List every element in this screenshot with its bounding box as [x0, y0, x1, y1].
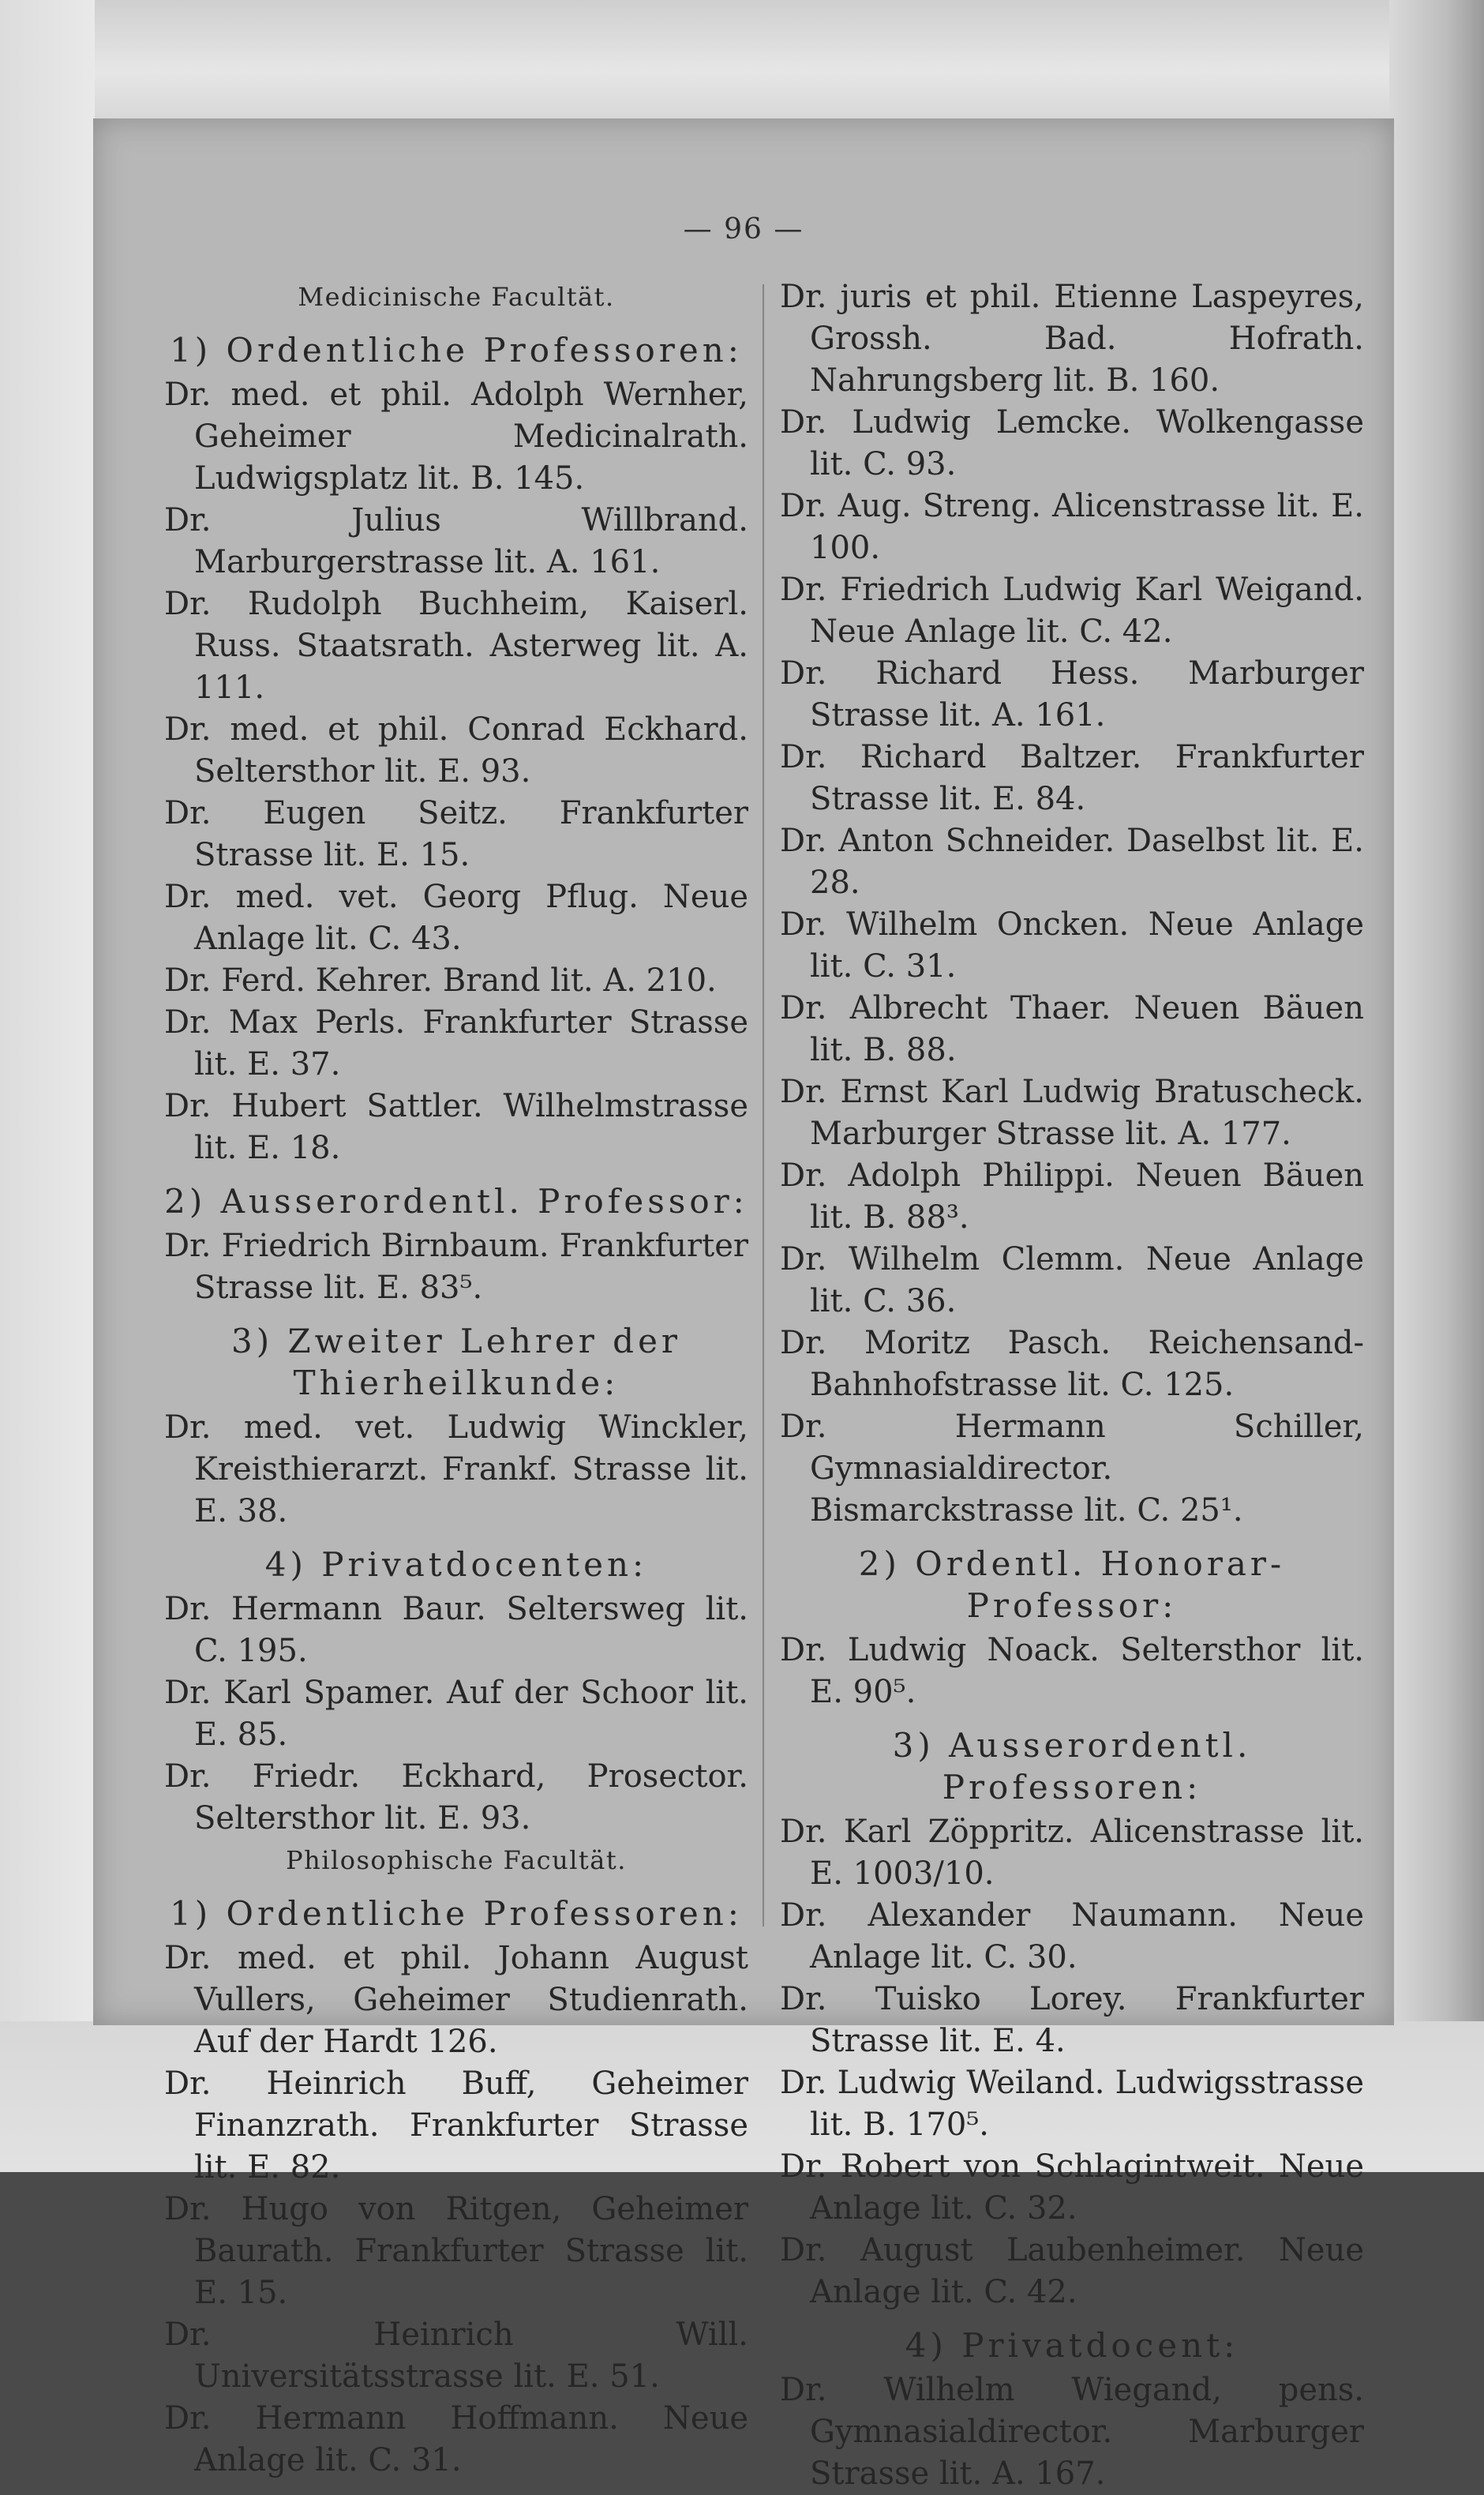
directory-entry: Dr. Ernst Karl Ludwig Bratuscheck. Marburger Strasse lit. A. 177. — [780, 1074, 1364, 1152]
section-heading: 4) Privatdocent: — [905, 2326, 1239, 2365]
section-heading: 3) Zweiter Lehrer der Thierheilkunde: — [230, 1322, 681, 1402]
section-heading: 2) Ausserordentl. Professor: — [164, 1182, 748, 1221]
directory-entry: Dr. Max Perls. Frankfurter Strasse lit. E. 37. — [164, 1004, 748, 1082]
directory-entry: Dr. Wilhelm Oncken. Neue Anlage lit. C. 31. — [780, 906, 1364, 985]
directory-entry: Dr. Hugo von Ritgen, Geheimer Baurath. Frankfurter Strasse lit. E. 15. — [164, 2191, 748, 2311]
scan-border-left — [0, 0, 95, 2172]
directory-entry: Dr. Adolph Philippi. Neuen Bäuen lit. B. 88³. — [780, 1157, 1364, 1236]
faculty-heading: Philosophische Facultät. — [286, 1845, 627, 1875]
scan-border-right — [1389, 0, 1484, 2172]
directory-entry: Dr. Friedr. Eckhard, Prosector. Seltersthor lit. E. 93. — [164, 1758, 748, 1837]
directory-entry: Dr. Ludwig Lemcke. Wolkengasse lit. C. 93. — [780, 404, 1364, 482]
directory-entry: Dr. Heinrich Buff, Geheimer Finanzrath. Frankfurter Strasse lit. E. 82. — [164, 2065, 748, 2185]
directory-entry: Dr. Alexander Naumann. Neue Anlage lit. C. 30. — [780, 1897, 1364, 1975]
directory-entry: Dr. Richard Hess. Marburger Strasse lit. A. 161. — [780, 655, 1364, 733]
page-number: — 96 — — [683, 213, 804, 246]
directory-entry: Dr. med. vet. Georg Pflug. Neue Anlage lit. C. 43. — [164, 879, 748, 957]
directory-entry: Dr. med. et phil. Johann August Vullers, Geheimer Studienrath. Auf der Hardt 126. — [164, 1940, 748, 2060]
scan-border-top — [0, 0, 1484, 118]
directory-entry: Dr. Ludwig Noack. Seltersthor lit. E. 90⁵. — [780, 1632, 1364, 1710]
directory-entry: Dr. Hermann Hoffmann. Neue Anlage lit. C. 31. — [164, 2400, 748, 2478]
section-heading: 2) Ordentl. Honorar-Professor: — [858, 1544, 1286, 1625]
directory-entry: Dr. Friedrich Ludwig Karl Weigand. Neue Anlage lit. C. 42. — [780, 572, 1364, 650]
section-heading: 3) Ausserordentl. Professoren: — [892, 1726, 1252, 1807]
section-heading: 1) Ordentliche Professoren: — [170, 1894, 743, 1933]
directory-entry: Dr. Tuisko Lorey. Frankfurter Strasse lit. E. 4. — [780, 1981, 1364, 2059]
directory-entry: Dr. Hermann Schiller, Gymnasialdirector. Bismarckstrasse lit. C. 25¹. — [780, 1409, 1364, 1529]
left-column — [164, 276, 748, 2482]
faculty-heading: Medicinische Facultät. — [298, 282, 615, 312]
directory-entry: Dr. Anton Schneider. Daselbst lit. E. 28. — [780, 823, 1364, 901]
directory-entry: Dr. August Laubenheimer. Neue Anlage lit. C. 42. — [780, 2232, 1364, 2310]
directory-entry: Dr. Karl Spamer. Auf der Schoor lit. E. 85. — [164, 1675, 748, 1753]
directory-entry: Dr. juris et phil. Etienne Laspeyres, Grossh. Bad. Hofrath. Nahrungsberg lit. B. 160. — [780, 279, 1364, 399]
directory-entry: Dr. Friedrich Birnbaum. Frankfurter Strasse lit. E. 83⁵. — [164, 1228, 748, 1306]
directory-entry: Dr. Aug. Streng. Alicenstrasse lit. E. 100. — [780, 488, 1364, 566]
directory-entry: Dr. Julius Willbrand. Marburgerstrasse lit. A. 161. — [164, 502, 748, 580]
section-heading: 4) Privatdocenten: — [264, 1545, 648, 1584]
directory-entry: Dr. Heinrich Will. Universitätsstrasse lit. E. 51. — [164, 2317, 748, 2395]
directory-entry: Dr. Hermann Baur. Seltersweg lit. C. 195. — [164, 1591, 748, 1669]
directory-entry: Dr. Moritz Pasch. Reichensand-Bahnhofstrasse lit. C. 125. — [780, 1325, 1364, 1403]
directory-entry: Dr. Richard Baltzer. Frankfurter Strasse lit. E. 84. — [780, 739, 1364, 817]
section-heading: 1) Ordentliche Professoren: — [170, 331, 743, 370]
column-divider — [763, 284, 764, 1927]
directory-entry: Dr. Karl Zöppritz. Alicenstrasse lit. E. 1003/10. — [780, 1814, 1364, 1892]
directory-entry: Dr. Robert von Schlagintweit. Neue Anlage lit. C. 32. — [780, 2148, 1364, 2227]
directory-entry: Dr. Hubert Sattler. Wilhelmstrasse lit. E. 18. — [164, 1088, 748, 1166]
directory-entry: Dr. med. et phil. Adolph Wernher, Geheimer Medicinalrath. Ludwigsplatz lit. B. 145. — [164, 377, 748, 497]
printed-page — [93, 118, 1394, 2492]
directory-entry: Dr. Ferd. Kehrer. Brand lit. A. 210. — [164, 962, 717, 999]
directory-entry: Dr. Eugen Seitz. Frankfurter Strasse lit. E. 15. — [164, 795, 748, 873]
directory-entry: Dr. Rudolph Buchheim, Kaiserl. Russ. Staatsrath. Asterweg lit. A. 111. — [164, 586, 748, 706]
right-column — [780, 276, 1364, 2495]
directory-entry: Dr. Wilhelm Clemm. Neue Anlage lit. C. 36. — [780, 1241, 1364, 1319]
directory-entry: Dr. med. vet. Ludwig Winckler, Kreisthierarzt. Frankf. Strasse lit. E. 38. — [164, 1409, 748, 1529]
directory-entry: Dr. Albrecht Thaer. Neuen Bäuen lit. B. 88. — [780, 990, 1364, 1068]
directory-entry: Dr. Wilhelm Wiegand, pens. Gymnasialdirector. Marburger Strasse lit. A. 167. — [780, 2372, 1364, 2492]
directory-entry: Dr. med. et phil. Conrad Eckhard. Seltersthor lit. E. 93. — [164, 711, 748, 790]
directory-entry: Dr. Ludwig Weiland. Ludwigsstrasse lit. B. 170⁵. — [780, 2065, 1364, 2143]
